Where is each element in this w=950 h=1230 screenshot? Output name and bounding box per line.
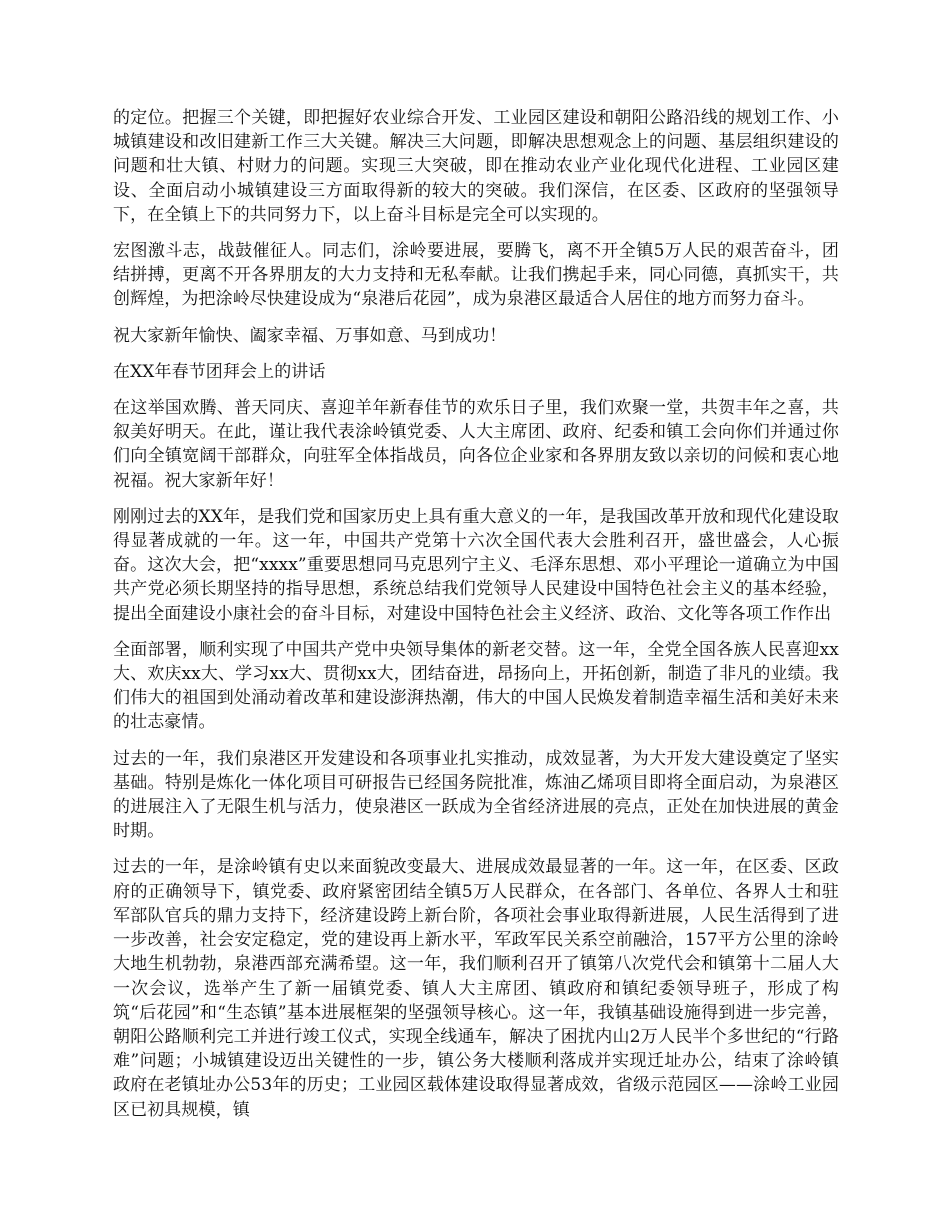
paragraph-call-to-action: 宏图激斗志，战鼓催征人。同志们，涂岭要进展，要腾飞，离不开全镇5万人民的艰苦奋斗，团结拼搏，更离不开各界朋友的大力支持和无私奉献。让我们携起手来，同心同德，真抓实干，共创辉煌，为把涂岭尽快建设成为“泉港后花园”，成为泉港区最适合人居住的地方而努力奋斗。	[113, 241, 839, 310]
document-page	[113, 106, 839, 1134]
paragraph-deployment: 全面部署，顺利实现了中国共产党中央领导集体的新老交替。这一年，全党全国各族人民喜迎xx大、欢庆xx大、学习xx大、贯彻xx大，团结奋进，昂扬向上，开拓创新，制造了非凡的业绩。我们伟大的祖国到处涌动着改革和建设澎湃热潮，伟大的中国人民焕发着制造幸福生活和美好未来的壮志豪情。	[113, 639, 839, 733]
paragraph-goals: 的定位。把握三个关键，即把握好农业综合开发、工业园区建设和朝阳公路沿线的规划工作、小城镇建设和改旧建新工作三大关键。解决三大问题，即解决思想观念上的问题、基层组织建设的问题和壮大镇、村财力的问题。实现三大突破，即在推动农业产业化现代化进程、工业园区建设、全面启动小城镇建设三方面取得新的较大的突破。我们深信，在区委、区政府的坚强领导下，在全镇上下的共同努力下，以上奋斗目标是完全可以实现的。	[113, 108, 839, 225]
paragraph-new-year-wishes: 祝大家新年愉快、阖家幸福、万事如意、马到成功！	[113, 325, 507, 346]
paragraph-tuling-town: 过去的一年，是涂岭镇有史以来面貌改变最大、进展成效最显著的一年。这一年，在区委、区政府的正确领导下，镇党委、政府紧密团结全镇5万人民群众，在各部门、各单位、各界人士和驻军部队官兵的鼎力支持下，经济建设跨上新台阶，各项社会事业取得新进展，人民生活得到了进一步改善，社会安定稳定，党的建设再上新水平，军政军民关系空前融洽，157平方公里的涂岭大地生机勃勃，泉港西部充满希望。这一年，我们顺利召开了镇第八次党代会和镇第十二届人大一次会议，选举产生了新一届镇党委、镇人大主席团、镇政府和镇纪委领导班子，形成了构筑“后花园”和“生态镇”基本进展框架的坚强领导核心。这一年，我镇基础设施得到进一步完善，朝阳公路顺利完工并进行竣工仪式，实现全线通车，解决了困扰内山2万人民半个多世纪的“行路难”问题；小城镇建设迈出关键性的一步，镇公务大楼顺利落成并实现迁址办公，结束了涂岭镇政府在老镇址办公53年的历史；工业园区载体建设取得显著成效，省级示范园区——涂岭工业园区已初具规模，镇	[113, 857, 839, 1120]
paragraph-quangang-district: 过去的一年，我们泉港区开发建设和各项事业扎实推动，成效显著，为大开发大建设奠定了坚实基础。特别是炼化一体化项目可研报告已经国务院批准，炼油乙烯项目即将全面启动，为泉港区的进展注入了无限生机与活力，使泉港区一跃成为全省经济进展的亮点，正处在加快进展的黄金时期。	[113, 748, 839, 842]
section-title: 在XX年春节团拜会上的讲话	[113, 361, 326, 382]
paragraph-greeting: 在这举国欢腾、普天同庆、喜迎羊年新春佳节的欢乐日子里，我们欢聚一堂，共贺丰年之喜，共叙美好明天。在此，谨让我代表涂岭镇党委、人大主席团、政府、纪委和镇工会向你们并通过你们向全镇宽阔干部群众，向驻军全体指战员，向各位企业家和各界朋友致以亲切的问候和衷心地祝福。祝大家新年好！	[113, 398, 839, 491]
paragraph-past-year-national: 刚刚过去的XX年，是我们党和国家历史上具有重大意义的一年，是我国改革开放和现代化建设取得显著成就的一年。这一年，中国共产党第十六次全国代表大会胜利召开，盛世盛会，人心振奋。这次大会，把“xxxx”重要思想同马克思列宁主义、毛泽东思想、邓小平理论一道确立为中国共产党必须长期坚持的指导思想，系统总结我们党领导人民建设中国特色社会主义的基本经验，提出全面建设小康社会的奋斗目标，对建设中国特色社会主义经济、政治、文化等各项工作作出	[113, 506, 839, 624]
